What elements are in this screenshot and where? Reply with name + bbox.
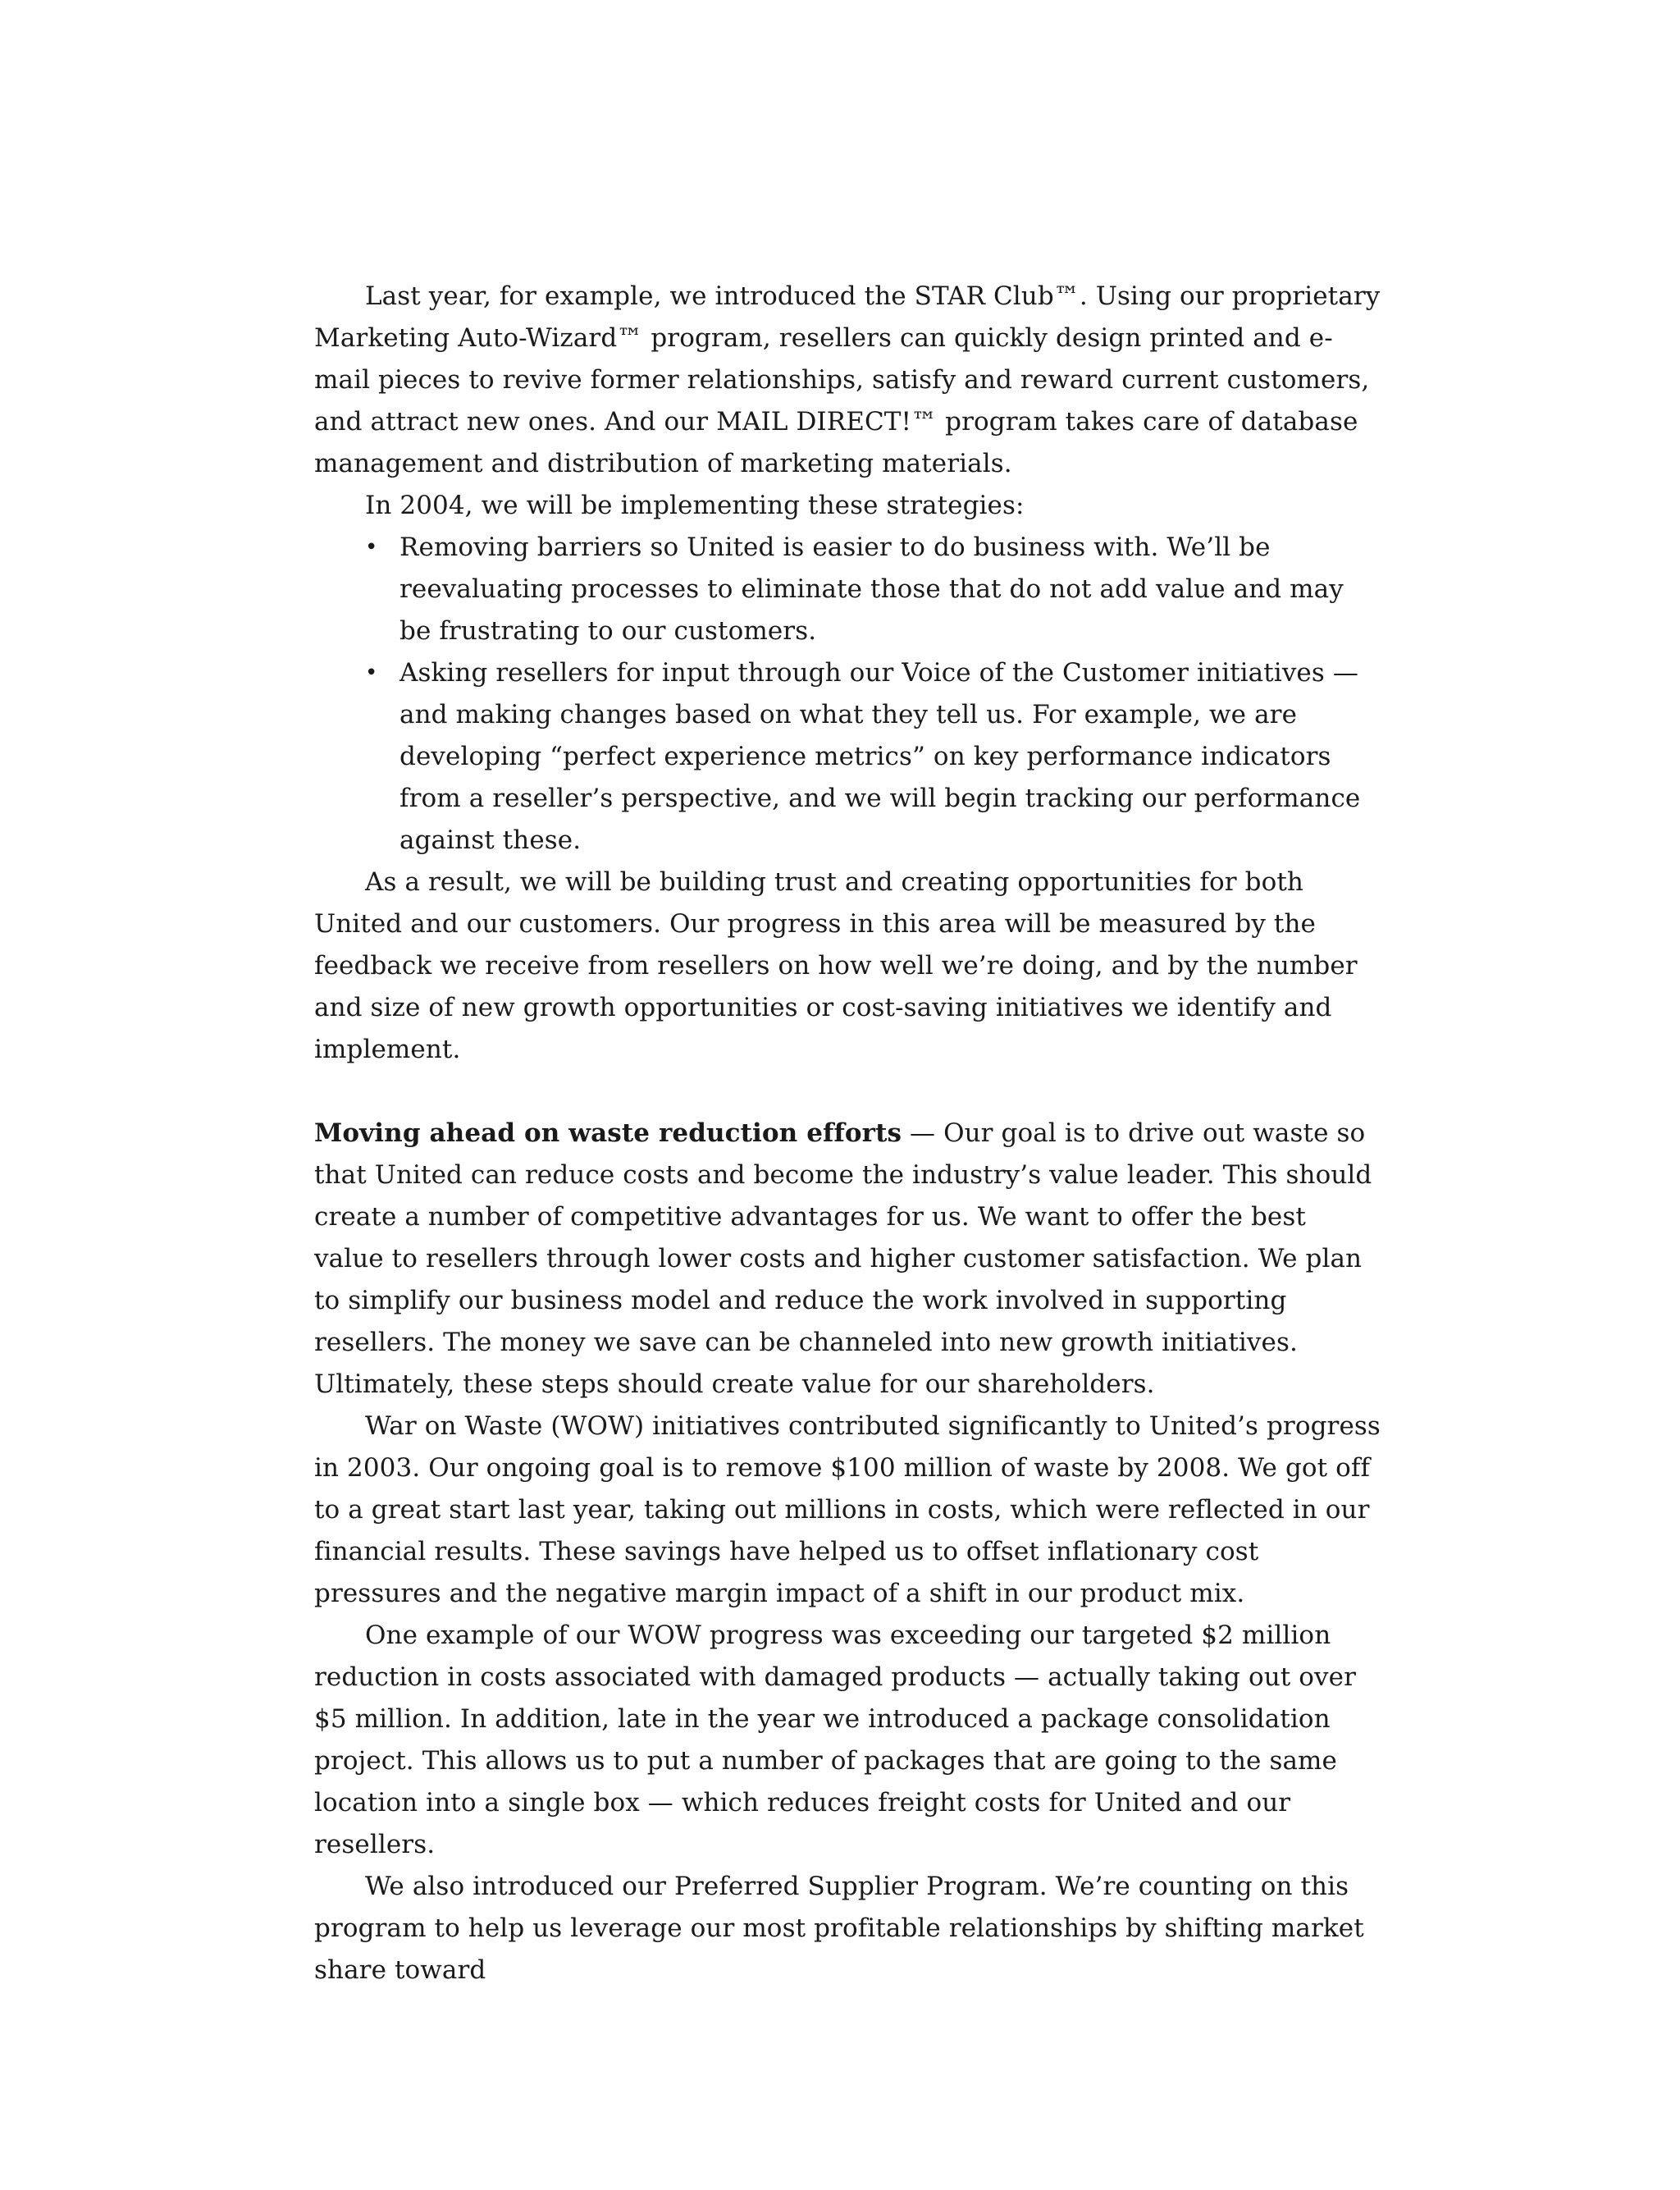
paragraph-result: As a result, we will be building trust and creating opportunities for both United and our customers. Our progress in this area will be measured by the feedback we receive from resellers on how well we’re doing, and by the number and size of new growth opportunities or cost-saving initiatives we identify and implement. xyxy=(314,867,1358,1064)
paragraph-waste-reduction xyxy=(314,1113,1381,1406)
paragraph-preferred-supplier: We also introduced our Preferred Supplier Program. We’re counting on this program to help us leverage our most profitable relationships by shifting market share toward xyxy=(314,1872,1364,1985)
document-body xyxy=(314,276,1381,1991)
strategy-list xyxy=(314,527,1381,862)
list-item xyxy=(314,652,1381,862)
list-item-text: Removing barriers so United is easier to do business with. We’ll be reevaluating processes to eliminate those that do not add value and may be frustrating to our customers. xyxy=(399,533,1344,646)
list-item-text: Asking resellers for input through our Voice of the Customer initiatives — and making changes based on what they tell us. For example, we are developing “perfect experience metrics” on key performance indicators from a reseller’s perspective, and we will begin tracking our performance against these. xyxy=(399,658,1361,855)
section-spacer xyxy=(314,1071,1381,1113)
bullet-icon: • xyxy=(365,661,378,685)
section-heading: Moving ahead on waste reduction efforts xyxy=(314,1118,902,1148)
list-item xyxy=(314,527,1381,652)
paragraph-strategies-intro: In 2004, we will be implementing these strategies: xyxy=(365,491,1025,520)
section-heading-text: — Our goal is to drive out waste so that United can reduce costs and become the industry’s value leader. This should create a number of competitive advantages for us. We want to offer the best value to resellers through lower costs and higher customer satisfaction. We plan to simplify our business model and reduce the work involved in supporting resellers. The money we save can be channeled into new growth initiatives. Ultimately, these steps should create value for our shareholders. xyxy=(314,1118,1372,1399)
bullet-icon: • xyxy=(365,535,378,560)
paragraph-star-club: Last year, for example, we introduced the STAR Club™. Using our proprietary Marketing Auto-Wizard™ program, resellers can quickly design printed and e-mail pieces to revive former relationships, satisfy and reward current customers, and attract new ones. And our MAIL DIRECT!™ program takes care of database management and distribution of marketing materials. xyxy=(314,281,1381,478)
paragraph-war-on-waste: War on Waste (WOW) initiatives contributed significantly to United’s progress in 2003. Our ongoing goal is to remove $100 million of waste by 2008. We got off to a great start last year, taking out millions in costs, which were reflected in our financial results. These savings have helped us to offset inflationary cost pressures and the negative margin impact of a shift in our product mix. xyxy=(314,1411,1381,1608)
paragraph-wow-progress: One example of our WOW progress was exceeding our targeted $2 million reduction in costs associated with damaged products — actually taking out over $5 million. In addition, late in the year we introduced a package consolidation project. This allows us to put a number of packages that are going to the same location into a single box — which reduces freight costs for United and our resellers. xyxy=(314,1621,1357,1859)
